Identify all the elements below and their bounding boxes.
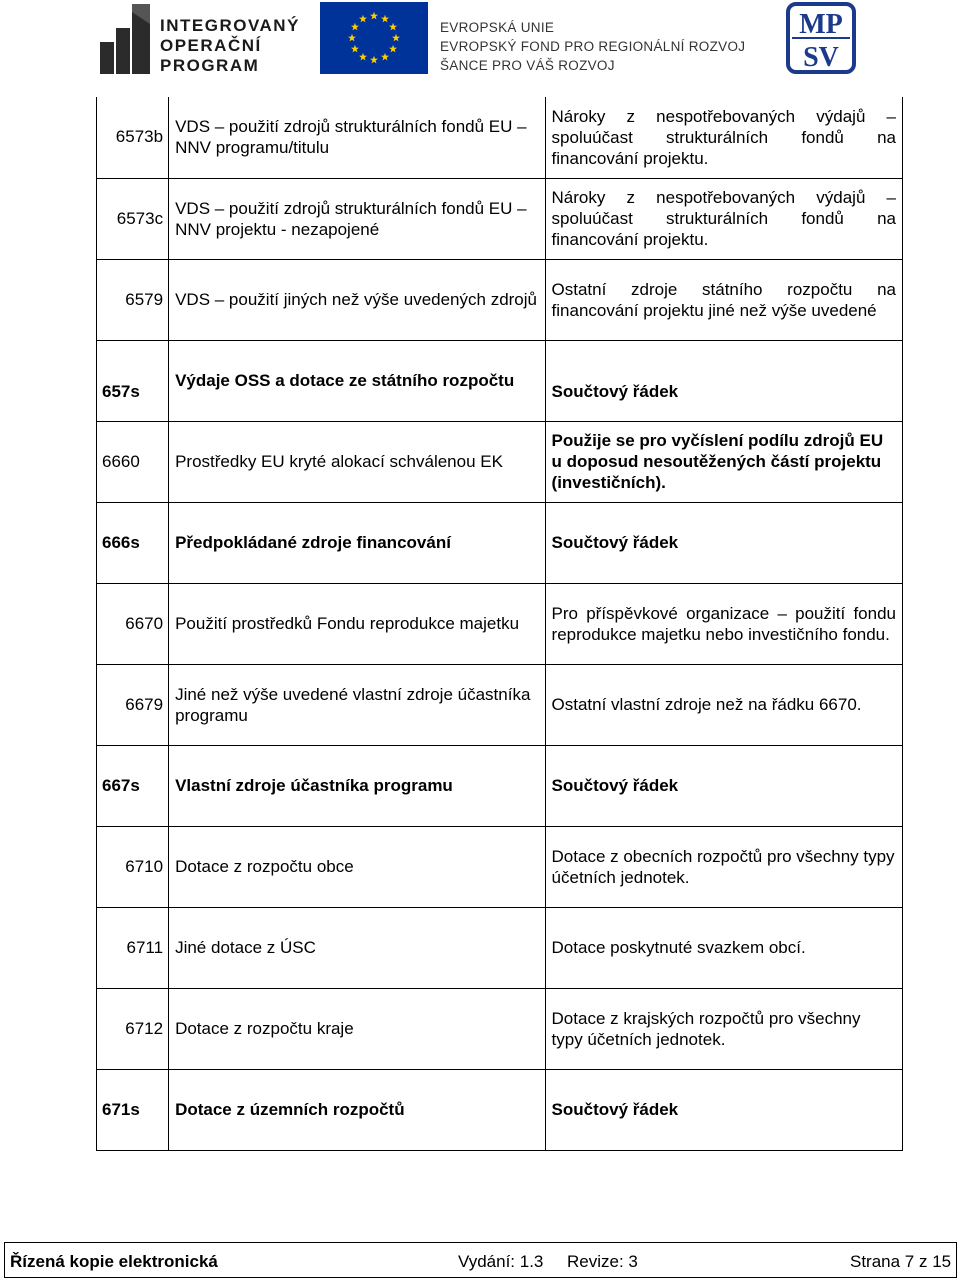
row-name: VDS – použití jiných než výše uvedených zdrojů: [169, 259, 545, 340]
row-description: Ostatní zdroje státního rozpočtu na financování projektu jiné než výše uvedené: [545, 259, 902, 340]
row-name: Dotace z rozpočtu kraje: [169, 988, 545, 1069]
eu-caption-line3: ŠANCE PRO VÁŠ ROZVOJ: [440, 58, 615, 73]
table-row: [97, 907, 903, 988]
table-row: [97, 340, 903, 421]
iop-emblem-icon: [96, 2, 156, 76]
row-name: VDS – použití zdrojů strukturálních fondů EU – NNV projektu - nezapojené: [169, 178, 545, 259]
row-code: 6573c: [97, 178, 169, 259]
table-row: [97, 1069, 903, 1150]
row-code: 666s: [97, 502, 169, 583]
row-description: Součtový řádek: [545, 502, 902, 583]
row-code: 6670: [97, 583, 169, 664]
table-row: [97, 259, 903, 340]
row-code: 6711: [97, 907, 169, 988]
row-code: 6579: [97, 259, 169, 340]
eu-caption-line2: EVROPSKÝ FOND PRO REGIONÁLNÍ ROZVOJ: [440, 39, 746, 54]
iop-logo-line2: OPERAČNÍ: [160, 36, 262, 55]
iop-logo: [96, 2, 300, 76]
row-name: Dotace z územních rozpočtů: [169, 1069, 545, 1150]
table-row: [97, 421, 903, 502]
row-name: Jiné než výše uvedené vlastní zdroje účastníka programu: [169, 664, 545, 745]
row-code: 6712: [97, 988, 169, 1069]
row-code: 6660: [97, 421, 169, 502]
row-code: 6710: [97, 826, 169, 907]
iop-logo-line1: INTEGROVANÝ: [160, 16, 300, 35]
row-name: Dotace z rozpočtu obce: [169, 826, 545, 907]
mpsv-logo-bottom: SV: [803, 42, 839, 73]
page-header: [0, 0, 960, 80]
row-code: 657s: [97, 340, 169, 421]
iop-logo-line3: PROGRAM: [160, 56, 260, 75]
financing-sources-table: [96, 97, 903, 1151]
row-description: Dotace z krajských rozpočtů pro všechny typy účetních jednotek.: [545, 988, 902, 1069]
row-description: Nároky z nespotřebovaných výdajů – spoluúčast strukturálních fondů na financování projektu.: [545, 178, 902, 259]
row-name: Předpokládané zdroje financování: [169, 502, 545, 583]
row-description: Součtový řádek: [545, 1069, 902, 1150]
row-description: Použije se pro vyčíslení podílu zdrojů EU u doposud nesoutěžených částí projektu (investičních).: [545, 421, 902, 502]
row-description: Dotace poskytnuté svazkem obcí.: [545, 907, 902, 988]
eu-caption: [440, 18, 745, 75]
table-row: [97, 745, 903, 826]
row-name: Prostředky EU kryté alokací schválenou EK: [169, 421, 545, 502]
row-name: Jiné dotace z ÚSC: [169, 907, 545, 988]
mpsv-logo-icon: [786, 2, 856, 74]
document-status: Řízená kopie elektronická: [10, 1252, 218, 1271]
row-name: VDS – použití zdrojů strukturálních fondů EU – NNV programu/titulu: [169, 97, 545, 178]
table-row: [97, 664, 903, 745]
page-number: Strana 7 z 15: [850, 1252, 952, 1271]
table-row: [97, 583, 903, 664]
row-code: 667s: [97, 745, 169, 826]
row-description: Součtový řádek: [545, 745, 902, 826]
row-description: Pro příspěvkové organizace – použití fondu reprodukce majetku nebo investičního fondu.: [545, 583, 902, 664]
revision-number: Revize: 3: [567, 1252, 638, 1271]
row-code: 6573b: [97, 97, 169, 178]
table-row: [97, 826, 903, 907]
table-row: [97, 178, 903, 259]
row-description: Dotace z obecních rozpočtů pro všechny typy účetních jednotek.: [545, 826, 902, 907]
row-name: Výdaje OSS a dotace ze státního rozpočtu: [169, 340, 545, 421]
eu-caption-line1: EVROPSKÁ UNIE: [440, 20, 555, 35]
issue-number: Vydání: 1.3: [458, 1252, 544, 1271]
page-footer: [4, 1242, 957, 1278]
mpsv-logo-top: MP: [799, 9, 843, 40]
table-row: [97, 988, 903, 1069]
table-row: [97, 502, 903, 583]
row-code: 6679: [97, 664, 169, 745]
row-code: 671s: [97, 1069, 169, 1150]
row-description: Ostatní vlastní zdroje než na řádku 6670.: [545, 664, 902, 745]
row-name: Použití prostředků Fondu reprodukce majetku: [169, 583, 545, 664]
row-description: Nároky z nespotřebovaných výdajů – spoluúčast strukturálních fondů na financování projektu.: [545, 97, 902, 178]
table-row: [97, 97, 903, 178]
row-name: Vlastní zdroje účastníka programu: [169, 745, 545, 826]
row-description: Součtový řádek: [545, 340, 902, 421]
eu-flag-icon: [320, 2, 428, 74]
